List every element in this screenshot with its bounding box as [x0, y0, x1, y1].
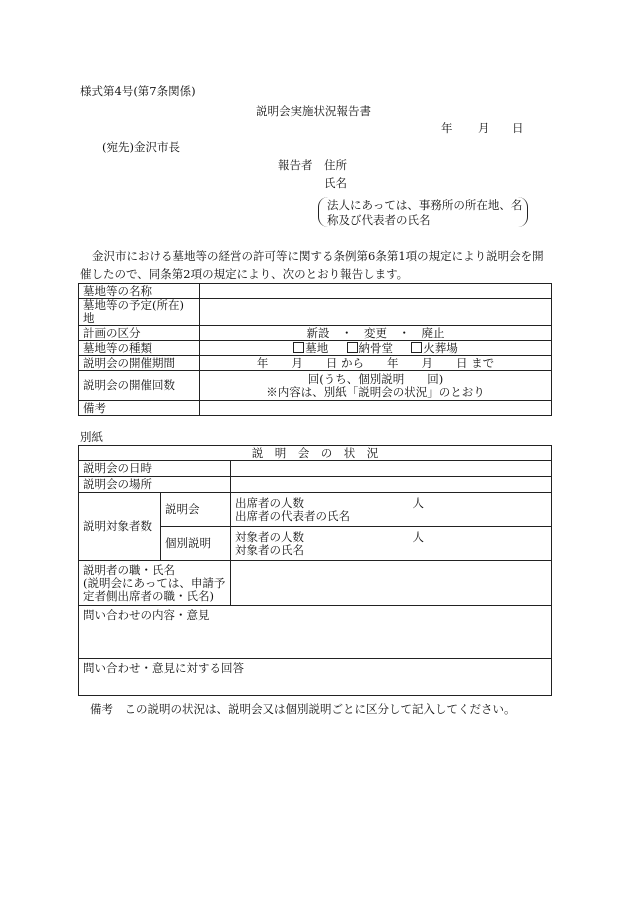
checkbox-icon [411, 342, 422, 353]
intro-line1: 金沢市における墓地等の経営の許可等に関する条例第6条第1項の規定により説明会を開 [92, 249, 544, 263]
individual-details [231, 527, 552, 561]
form-number: 様式第4号(第7条関係) [80, 84, 196, 98]
session-details [231, 493, 552, 527]
row-label-location: 墓地等の予定(所在)地 [79, 299, 200, 326]
explainer-value [231, 561, 552, 606]
row-label-name: 墓地等の名称 [79, 284, 200, 299]
row-label-target-count: 説明対象者数 [79, 493, 161, 561]
attendees-unit: 人 [412, 495, 424, 510]
count-line2: ※内容は、別紙「説明会の状況」のとおり [266, 384, 485, 399]
row-label-facility-type: 墓地等の種類 [79, 341, 200, 356]
reporter-label: 報告者 [278, 158, 313, 172]
intro-line2: 催したので、同条第2項の規定により、次のとおり報告します。 [80, 267, 409, 281]
date-year: 年 [441, 121, 453, 135]
name-value [200, 284, 552, 299]
reporter-address-label: 住所 [324, 158, 347, 172]
explainer-line2: (説明会にあっては、申請予 [83, 575, 226, 590]
plan-type-options: 新設 ・ 変更 ・ 廃止 [200, 326, 552, 341]
row-label-plan-type: 計画の区分 [79, 326, 200, 341]
explainer-line3: 定者側出席者の職・氏名) [83, 588, 214, 603]
count-value [200, 371, 552, 401]
row-label-period: 説明会の開催期間 [79, 356, 200, 371]
targets-name-label: 対象者の氏名 [235, 542, 304, 557]
period-value: 年 月 日 から 年 月 日 まで [200, 356, 552, 371]
targets-count-label: 対象者の人数 [235, 529, 304, 544]
location-value [200, 299, 552, 326]
option-ossuary: 納骨堂 [358, 340, 393, 355]
count-line1: 回(うち、個別説明 回) [307, 371, 444, 386]
status-table [78, 445, 552, 696]
document-title: 説明会実施状況報告書 [256, 104, 371, 118]
date-day: 日 [512, 121, 524, 135]
footnote: 備考 この説明の状況は、説明会又は個別説明ごとに区分して記入してください。 [90, 702, 516, 716]
label-session: 説明会 [161, 493, 231, 527]
remarks-value [200, 401, 552, 416]
checkbox-icon [293, 342, 304, 353]
checkbox-icon [347, 342, 358, 353]
inquiries-box [79, 606, 552, 659]
explainer-line1: 説明者の職・氏名 [83, 562, 175, 577]
row-label-remarks: 備考 [79, 401, 200, 416]
attachment-label: 別紙 [80, 430, 103, 444]
facility-type-options [200, 341, 552, 356]
row-label-place: 説明会の場所 [79, 477, 231, 493]
row-label-explainer [79, 561, 231, 606]
place-value [231, 477, 552, 493]
inquiries-label: 問い合わせの内容・意見 [83, 608, 210, 622]
addressee: (宛先)金沢市長 [102, 140, 180, 154]
option-crematorium: 火葬場 [423, 340, 458, 355]
label-individual: 個別説明 [161, 527, 231, 561]
reporter-name-label: 氏名 [324, 176, 347, 190]
attendees-count-label: 出席者の人数 [235, 495, 304, 510]
answers-label: 問い合わせ・意見に対する回答 [83, 661, 244, 675]
row-label-datetime: 説明会の日時 [79, 461, 231, 477]
targets-unit: 人 [412, 529, 424, 544]
answers-box [79, 659, 552, 696]
reporter-note-line1: 法人にあっては、事務所の所在地、名 [327, 198, 523, 212]
attendees-rep-label: 出席者の代表者の氏名 [235, 508, 350, 523]
reporter-note-line2: 称及び代表者の氏名 [327, 213, 431, 227]
status-table-header: 説 明 会 の 状 況 [79, 446, 552, 461]
row-label-count: 説明会の開催回数 [79, 371, 200, 401]
date-month: 月 [478, 121, 490, 135]
option-cemetery: 墓地 [305, 340, 329, 355]
report-table [78, 283, 552, 416]
datetime-value [231, 461, 552, 477]
